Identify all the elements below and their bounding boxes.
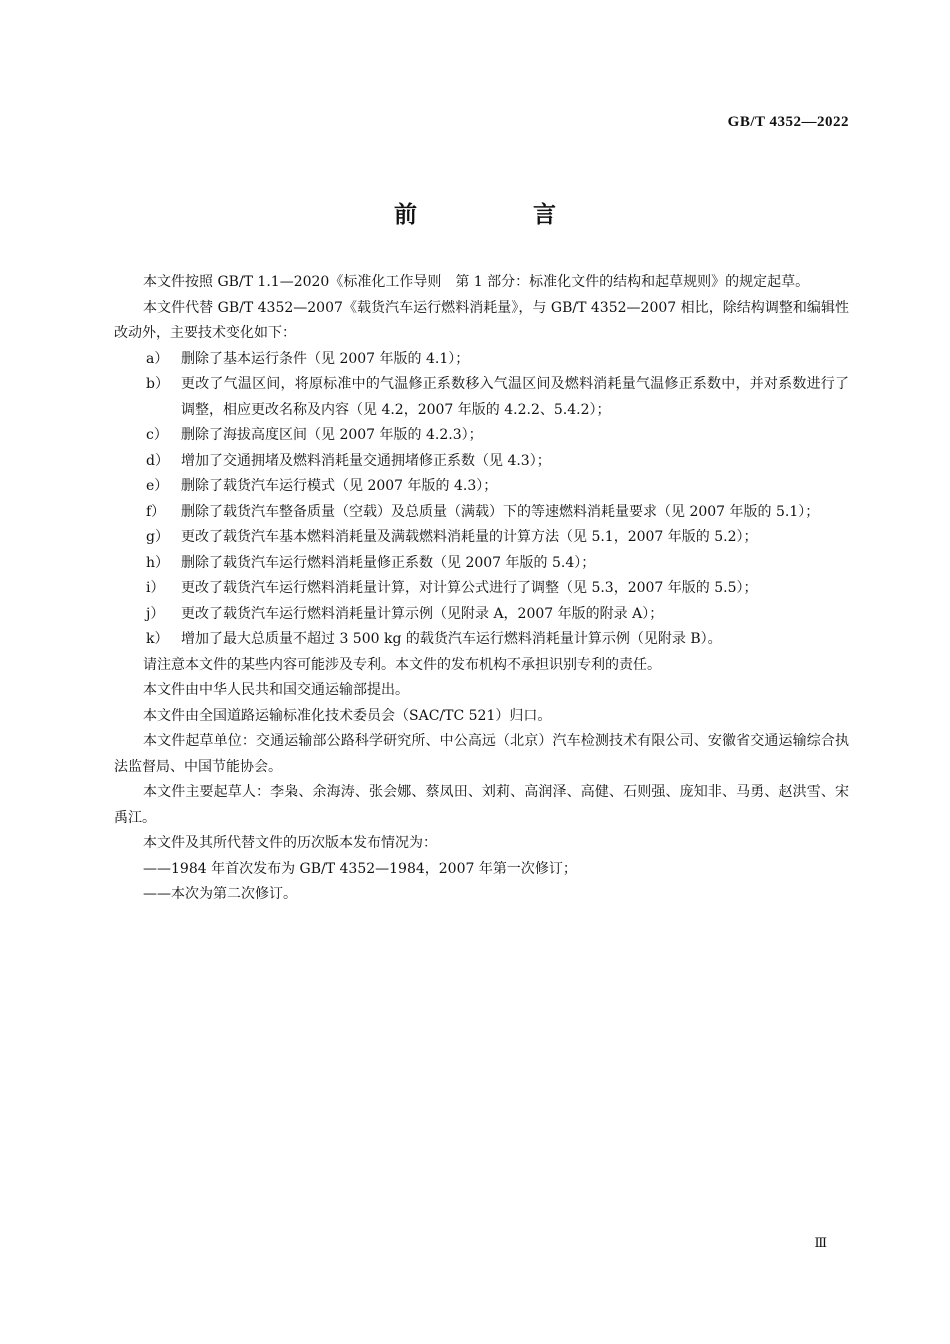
list-item-text: 增加了最大总质量不超过 3 500 kg 的载货汽车运行燃料消耗量计算示例（见附录 B）。 [181, 631, 722, 647]
page-title: 前 言 [393, 202, 610, 228]
standard-code: GB/T 4352—2022 [727, 114, 849, 130]
paragraph-history-intro: 本文件及其所代替文件的历次版本发布情况为： [143, 835, 437, 851]
paragraph-patent-notice: 请注意本文件的某些内容可能涉及专利。本文件的发布机构不承担识别专利的责任。 [143, 656, 661, 673]
list-item-text: 删除了基本运行条件（见 2007 年版的 4.1）； [181, 350, 470, 367]
paragraph-proposed-by: 本文件由中华人民共和国交通运输部提出。 [143, 682, 409, 698]
list-item-text: 更改了载货汽车运行燃料消耗量计算，对计算公式进行了调整（见 5.3，2007 年版的 5.5）； [181, 580, 758, 596]
history-item: ——本次为第二次修订。 [143, 886, 297, 902]
list-item-label: a） [146, 350, 169, 367]
paragraph-replaces: 本文件代替 GB/T 4352—2007《载货汽车运行燃料消耗量》，与 GB/T 4352—2007 相比，除结构调整和编辑性改动外，主要技术变化如下： [114, 299, 849, 341]
list-item-label: b） [146, 376, 169, 392]
list-item [114, 602, 849, 628]
changes-list [114, 347, 849, 653]
list-item-label: k） [146, 631, 169, 647]
page-number: Ⅲ [814, 1235, 827, 1250]
list-item-label: g） [146, 529, 169, 545]
list-item-text: 删除了海拔高度区间（见 2007 年版的 4.2.3）； [181, 427, 483, 443]
list-item [114, 500, 849, 526]
list-item-text: 更改了载货汽车基本燃料消耗量及满载燃料消耗量的计算方法（见 5.1，2007 年版的 5.2）； [181, 529, 758, 545]
paragraph-drafting-units: 本文件起草单位：交通运输部公路科学研究所、中公高远（北京）汽车检测技术有限公司、安徽省交通运输综合执法监督局、中国节能协会。 [114, 733, 849, 775]
list-item-text: 更改了气温区间，将原标准中的气温修正系数移入气温区间及燃料消耗量气温修正系数中，并对系数进行了调整，相应更改名称及内容（见 4.2，2007 年版的 4.2.2、5.4.2）； [181, 376, 849, 418]
paragraph-drafting-rules: 本文件按照 GB/T 1.1—2020《标准化工作导则 第 1 部分：标准化文件的结构和起草规则》的规定起草。 [143, 274, 810, 290]
list-item-text: 删除了载货汽车运行燃料消耗量修正系数（见 2007 年版的 5.4）； [181, 554, 596, 571]
list-item [114, 576, 849, 602]
list-item-text: 删除了载货汽车整备质量（空载）及总质量（满载）下的等速燃料消耗量要求（见 2007 年版的 5.1）； [181, 503, 820, 520]
paragraph-committee: 本文件由全国道路运输标准化技术委员会（SAC/TC 521）归口。 [143, 707, 552, 724]
list-item-label: c） [146, 427, 168, 443]
list-item [114, 423, 849, 449]
list-item [114, 474, 849, 500]
list-item-text: 增加了交通拥堵及燃料消耗量交通拥堵修正系数（见 4.3）； [181, 452, 551, 469]
list-item-label: d） [146, 452, 169, 469]
list-item [114, 449, 849, 475]
list-item [114, 551, 849, 577]
history-item: ——1984 年首次发布为 GB/T 4352—1984，2007 年第一次修订； [143, 860, 577, 877]
list-item-text: 更改了载货汽车运行燃料消耗量计算示例（见附录 A，2007 年版的附录 A）； [181, 605, 664, 622]
list-item-label: i） [146, 580, 165, 596]
list-item-label: f） [146, 503, 166, 520]
document-body [114, 270, 849, 908]
list-item [114, 525, 849, 551]
list-item-label: e） [146, 478, 169, 494]
list-item-label: h） [146, 554, 170, 571]
list-item [114, 627, 849, 653]
list-item [114, 347, 849, 373]
list-item-label: j） [146, 605, 165, 622]
paragraph-drafters: 本文件主要起草人：李枭、余海涛、张会娜、蔡凤田、刘莉、高润泽、高健、石则强、庞知非、马勇、赵洪雪、宋禹江。 [114, 784, 849, 826]
list-item [114, 372, 849, 423]
list-item-text: 删除了载货汽车运行模式（见 2007 年版的 4.3）； [181, 478, 498, 494]
